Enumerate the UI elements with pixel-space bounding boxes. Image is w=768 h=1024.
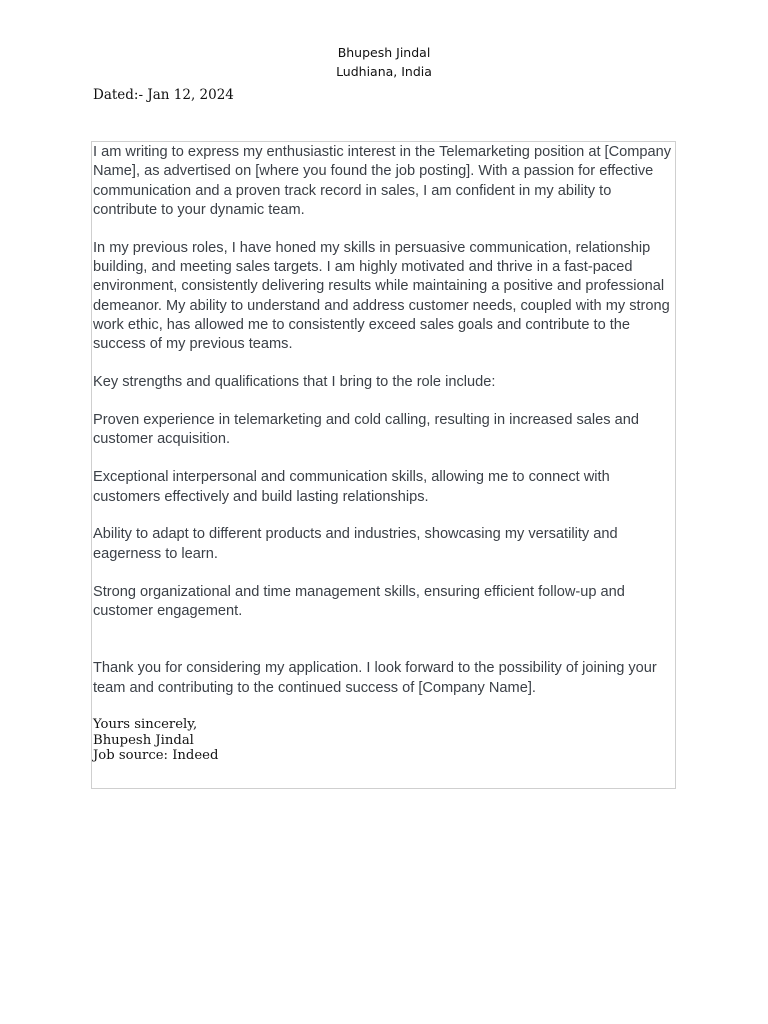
strength-item: Strong organizational and time management skills, ensuring efficient follow-up and customer engagement. xyxy=(93,583,625,619)
letter-body-box xyxy=(91,141,676,789)
strength-item: Proven experience in telemarketing and cold calling, resulting in increased sales and customer acquisition. xyxy=(93,412,639,448)
letter-body xyxy=(93,143,676,716)
letter-closing xyxy=(93,717,218,764)
paragraph-experience: In my previous roles, I have honed my skills in persuasive communication, relationship building, and meeting sales targets. I am highly motivated and thrive in a fast-paced environment, consistently delivering results while maintaining a positive and professional demeanor. My ability to understand and address customer needs, coupled with my strong work ethic, has allowed me to consistently exceed sales goals and contribute to the success of my previous teams. xyxy=(93,239,670,353)
strength-item: Ability to adapt to different products and industries, showcasing my versatility and eagerness to learn. xyxy=(93,526,618,562)
sender-name: Bhupesh Jindal xyxy=(337,45,431,60)
closing-salutation: Yours sincerely, xyxy=(93,717,198,732)
sender-location: Ludhiana, India xyxy=(336,64,432,79)
paragraph-strengths-intro: Key strengths and qualifications that I bring to the role include: xyxy=(93,374,496,391)
closing-name: Bhupesh Jindal xyxy=(93,732,194,748)
strength-item: Exceptional interpersonal and communication skills, allowing me to connect with customers effectively and build lasting relationships. xyxy=(93,469,610,505)
paragraph-thanks: Thank you for considering my application. I look forward to the possibility of joining your team and contributing to the continued success of [Company Name]. xyxy=(93,660,657,696)
paragraph-intro: I am writing to express my enthusiastic interest in the Telemarketing position at [Company Name], as advertised on [where you found the job posting]. With a passion for effective communication and a proven track record in sales, I am confident in my ability to contribute to your dynamic team. xyxy=(93,144,672,218)
letter-date: Dated:- Jan 12, 2024 xyxy=(93,87,234,103)
letter-header xyxy=(0,43,768,81)
job-source: Job source: Indeed xyxy=(93,748,219,763)
